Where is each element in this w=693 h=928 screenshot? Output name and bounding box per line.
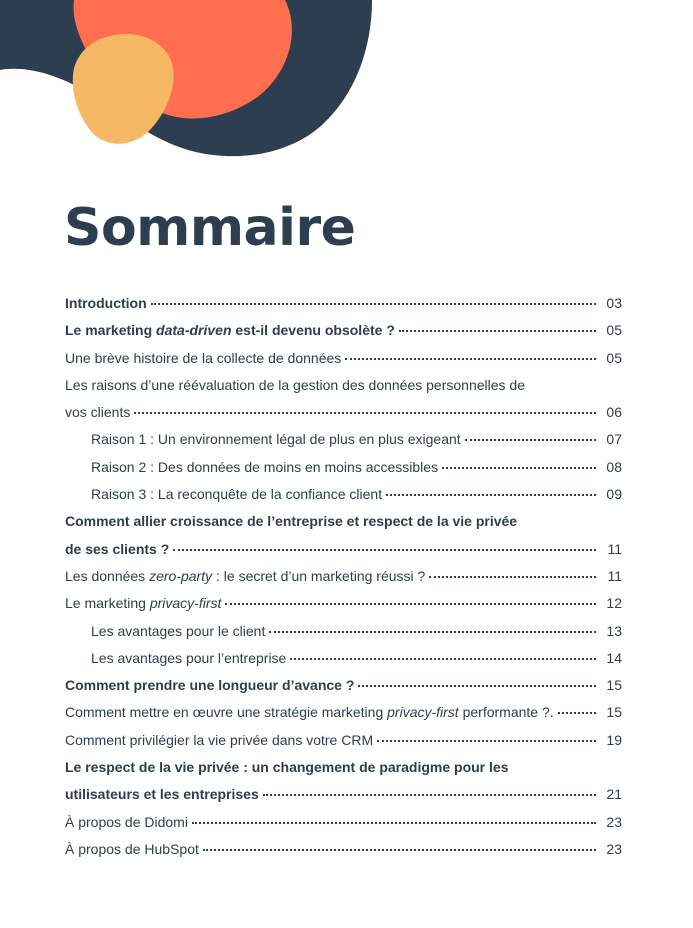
toc-entry-data-driven-obsolete[interactable]	[65, 317, 622, 344]
toc-label: vos clients	[65, 404, 131, 421]
toc-entry-introduction[interactable]	[65, 290, 622, 317]
toc-page-number: 23	[606, 813, 622, 830]
toc-label: Comment mettre en œuvre une stratégie marketing privacy-first performante ?.	[65, 704, 554, 721]
toc-label: Raison 2 : Des données de moins en moins accessibles	[91, 458, 439, 475]
toc-page-number: 06	[606, 404, 622, 421]
toc-label: Introduction	[65, 295, 147, 311]
toc-page-number: 13	[606, 622, 622, 639]
dot-leader	[225, 603, 596, 605]
toc-page-number: 23	[606, 840, 622, 857]
toc-label: À propos de Didomi	[65, 813, 188, 830]
toc-entry-raison-1[interactable]	[65, 426, 622, 453]
toc-page-number: 15	[606, 677, 622, 694]
toc-label-line1: Les raisons d’une réévaluation de la gestion des données personnelles de	[65, 376, 525, 393]
dot-leader	[151, 303, 596, 305]
toc-label: Les données zero-party : le secret d’un marketing réussi ?	[65, 567, 426, 584]
toc-label: Une brève histoire de la collecte de données	[65, 349, 342, 366]
toc-entry-raisons-reevaluation[interactable]	[65, 372, 622, 427]
dot-leader	[203, 849, 596, 851]
toc-page-number: 14	[606, 649, 622, 666]
toc-page-number: 08	[606, 458, 622, 475]
toc-label: Comment prendre une longueur d’avance ?	[65, 677, 355, 694]
toc-label-line1: Le respect de la vie privée : un changement de paradigme pour les	[65, 759, 509, 776]
toc-entry-avantages-entreprise[interactable]	[65, 645, 622, 672]
dot-leader	[442, 467, 596, 469]
toc-page-number: 03	[606, 295, 622, 311]
dot-leader	[134, 412, 596, 414]
dot-leader	[192, 822, 596, 824]
toc-page-number: 09	[606, 486, 622, 503]
toc-label: Les avantages pour l’entreprise	[91, 649, 287, 666]
toc-entry-raison-2[interactable]	[65, 454, 622, 481]
toc-entry-hubspot[interactable]	[65, 836, 622, 863]
toc-label: Comment privilégier la vie privée dans votre CRM	[65, 731, 374, 748]
dot-leader	[377, 740, 596, 742]
toc-page-number: 15	[606, 704, 622, 721]
toc-entry-raison-3[interactable]	[65, 481, 622, 508]
table-of-contents	[65, 290, 622, 863]
toc-label: À propos de HubSpot	[65, 840, 199, 857]
toc-entry-privacy-first[interactable]	[65, 590, 622, 617]
toc-page-number: 19	[606, 731, 622, 748]
toc-entry-avantages-client[interactable]	[65, 618, 622, 645]
dot-leader	[386, 494, 596, 496]
toc-page-number: 07	[606, 431, 622, 448]
toc-label: Raison 1 : Un environnement légal de plus en plus exigeant	[91, 431, 461, 448]
toc-entry-zero-party[interactable]	[65, 563, 622, 590]
toc-page-number: 05	[606, 349, 622, 366]
toc-page-number: 05	[606, 322, 622, 339]
dot-leader	[558, 712, 596, 714]
toc-label-line1: Comment allier croissance de l’entreprise et respect de la vie privée	[65, 513, 518, 530]
toc-entry-paradigme[interactable]	[65, 754, 622, 809]
toc-label: de ses clients ?	[65, 540, 170, 557]
dot-leader	[173, 549, 596, 551]
toc-label: utilisateurs et les entreprises	[65, 786, 259, 803]
toc-label: Le marketing data-driven est-il devenu obsolète ?	[65, 322, 395, 339]
toc-entry-didomi[interactable]	[65, 809, 622, 836]
toc-entry-longueur-avance[interactable]	[65, 672, 622, 699]
dot-leader	[429, 576, 596, 578]
toc-page-number: 12	[606, 595, 622, 612]
toc-label: Raison 3 : La reconquête de la confiance client	[91, 486, 383, 503]
page-title: Sommaire	[64, 198, 356, 258]
toc-entry-allier-croissance[interactable]	[65, 508, 622, 563]
dot-leader	[345, 358, 596, 360]
dot-leader	[358, 685, 596, 687]
dot-leader	[263, 794, 596, 796]
dot-leader	[399, 330, 596, 332]
dot-leader	[290, 658, 596, 660]
toc-page-number: 11	[607, 567, 622, 584]
toc-entry-crm[interactable]	[65, 727, 622, 754]
dot-leader	[465, 439, 596, 441]
dot-leader	[269, 631, 596, 633]
toc-entry-strategie[interactable]	[65, 699, 622, 726]
toc-label: Le marketing privacy-first	[65, 595, 222, 612]
toc-page-number: 21	[606, 786, 622, 803]
toc-label: Les avantages pour le client	[91, 622, 266, 639]
toc-page-number: 11	[607, 540, 622, 557]
decorative-blobs	[0, 0, 693, 170]
toc-entry-histoire-collecte[interactable]	[65, 345, 622, 372]
